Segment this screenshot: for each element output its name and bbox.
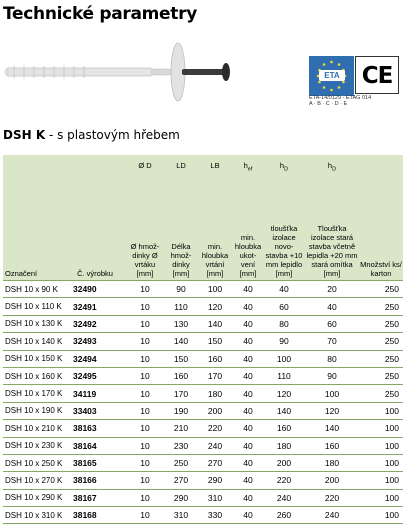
cell-length: 270	[165, 472, 197, 489]
symbol-cell: LD	[165, 155, 197, 183]
cell-length: 160	[165, 367, 197, 384]
cell-insulation-old: 80	[305, 350, 359, 367]
table-row	[3, 367, 403, 384]
cell-code: 38167	[65, 489, 125, 506]
cell-diameter: 10	[125, 333, 165, 350]
col-header-code: Č. výrobku	[65, 183, 125, 281]
cell-length: 190	[165, 402, 197, 419]
cell-code: 32491	[65, 298, 125, 315]
cell-insulation-old: 90	[305, 367, 359, 384]
cell-insulation-old: 60	[305, 315, 359, 332]
table-row	[3, 402, 403, 419]
ce-mark: CE	[355, 56, 399, 94]
cell-code: 32492	[65, 315, 125, 332]
cell-insulation-new: 160	[263, 420, 305, 437]
cell-insulation-old: 160	[305, 437, 359, 454]
cell-drill-depth: 290	[197, 472, 233, 489]
cell-drill-depth: 160	[197, 350, 233, 367]
cell-insulation-new: 260	[263, 507, 305, 524]
symbol-cell: $h_D$	[305, 155, 359, 183]
cell-insulation-old: 180	[305, 454, 359, 471]
cell-insulation-new: 120	[263, 385, 305, 402]
cell-code: 32494	[65, 350, 125, 367]
cell-quantity: 250	[359, 315, 403, 332]
cell-quantity: 250	[359, 350, 403, 367]
cell-diameter: 10	[125, 402, 165, 419]
cell-quantity: 100	[359, 402, 403, 419]
table-row	[3, 333, 403, 350]
cell-diameter: 10	[125, 437, 165, 454]
cell-quantity: 250	[359, 281, 403, 298]
cell-anchor-depth: 40	[233, 454, 263, 471]
cell-name: DSH 10 x 170 K	[3, 385, 65, 402]
cell-drill-depth: 100	[197, 281, 233, 298]
cell-insulation-old: 140	[305, 420, 359, 437]
cell-length: 110	[165, 298, 197, 315]
col-header-quantity: Množství ks/ karton	[359, 183, 403, 281]
cell-quantity: 100	[359, 437, 403, 454]
cell-insulation-new: 60	[263, 298, 305, 315]
cell-code: 38166	[65, 472, 125, 489]
cell-quantity: 100	[359, 454, 403, 471]
cell-code: 34119	[65, 385, 125, 402]
cell-drill-depth: 240	[197, 437, 233, 454]
symbol-cell: LB	[197, 155, 233, 183]
cell-anchor-depth: 40	[233, 489, 263, 506]
cell-name: DSH 10 x 150 K	[3, 350, 65, 367]
cell-code: 32493	[65, 333, 125, 350]
table-row	[3, 385, 403, 402]
cell-anchor-depth: 40	[233, 507, 263, 524]
table-body	[3, 281, 403, 524]
cell-insulation-new: 90	[263, 333, 305, 350]
cell-anchor-depth: 40	[233, 420, 263, 437]
cell-diameter: 10	[125, 315, 165, 332]
cell-drill-depth: 170	[197, 367, 233, 384]
cell-name: DSH 10 x 110 K	[3, 298, 65, 315]
cell-drill-depth: 120	[197, 298, 233, 315]
cell-quantity: 250	[359, 385, 403, 402]
cell-insulation-old: 240	[305, 507, 359, 524]
cell-name: DSH 10 x 130 K	[3, 315, 65, 332]
anchor-product-image	[4, 42, 244, 104]
cell-diameter: 10	[125, 385, 165, 402]
col-header-drill-depth: min. hloubka vrtání [mm]	[197, 183, 233, 281]
cell-insulation-old: 220	[305, 489, 359, 506]
col-header-anchor-depth: min. hloubka ukot-vení [mm]	[233, 183, 263, 281]
eta-number: ETA-14/0129 - ETAG 014	[309, 95, 372, 101]
cell-anchor-depth: 40	[233, 350, 263, 367]
cell-diameter: 10	[125, 472, 165, 489]
cell-diameter: 10	[125, 420, 165, 437]
page-title: Technické parametry	[3, 4, 197, 24]
cell-code: 32495	[65, 367, 125, 384]
cell-length: 90	[165, 281, 197, 298]
cell-quantity: 250	[359, 333, 403, 350]
cell-code: 38165	[65, 454, 125, 471]
label-row	[3, 183, 403, 281]
cell-name: DSH 10 x 290 K	[3, 489, 65, 506]
table-row	[3, 281, 403, 298]
cell-anchor-depth: 40	[233, 367, 263, 384]
cell-drill-depth: 150	[197, 333, 233, 350]
cell-name: DSH 10 x 160 K	[3, 367, 65, 384]
cell-name: DSH 10 x 230 K	[3, 437, 65, 454]
cell-drill-depth: 140	[197, 315, 233, 332]
table-row	[3, 437, 403, 454]
col-header-insulation-new: tloušťka izolace novo-stavba +10 mm lepidlo [mm]	[263, 183, 305, 281]
cell-name: DSH 10 x 310 K	[3, 507, 65, 524]
table-row	[3, 350, 403, 367]
cell-drill-depth: 310	[197, 489, 233, 506]
cell-code: 32490	[65, 281, 125, 298]
cell-name: DSH 10 x 270 K	[3, 472, 65, 489]
cell-length: 210	[165, 420, 197, 437]
eta-logo	[309, 56, 354, 96]
cell-quantity: 100	[359, 472, 403, 489]
cell-code: 38168	[65, 507, 125, 524]
symbol-row	[3, 155, 403, 183]
cell-diameter: 10	[125, 454, 165, 471]
cell-insulation-new: 200	[263, 454, 305, 471]
table-row	[3, 507, 403, 524]
cell-insulation-new: 80	[263, 315, 305, 332]
cell-drill-depth: 220	[197, 420, 233, 437]
symbol-cell	[359, 155, 403, 183]
col-header-diameter: Ø hmož-dinky Ø vrtáku [mm]	[125, 183, 165, 281]
cell-insulation-old: 120	[305, 402, 359, 419]
symbol-cell: Ø D	[125, 155, 165, 183]
cell-length: 290	[165, 489, 197, 506]
cell-code: 38164	[65, 437, 125, 454]
cell-length: 140	[165, 333, 197, 350]
cell-insulation-old: 70	[305, 333, 359, 350]
table-row	[3, 420, 403, 437]
cell-length: 130	[165, 315, 197, 332]
cell-length: 230	[165, 437, 197, 454]
table-row	[3, 472, 403, 489]
cell-diameter: 10	[125, 367, 165, 384]
col-header-insulation-old: Tloušťka izolace stará stavba včetně lepidla +20 mm stará omítka [mm]	[305, 183, 359, 281]
cell-length: 250	[165, 454, 197, 471]
cell-length: 170	[165, 385, 197, 402]
cell-quantity: 250	[359, 367, 403, 384]
table-row	[3, 315, 403, 332]
cell-insulation-new: 40	[263, 281, 305, 298]
cell-diameter: 10	[125, 281, 165, 298]
symbol-cell: $h_{ef}$	[233, 155, 263, 183]
cell-code: 38163	[65, 420, 125, 437]
cell-insulation-old: 20	[305, 281, 359, 298]
cell-anchor-depth: 40	[233, 333, 263, 350]
cell-insulation-new: 180	[263, 437, 305, 454]
cell-quantity: 100	[359, 507, 403, 524]
cell-name: DSH 10 x 250 K	[3, 454, 65, 471]
cell-diameter: 10	[125, 350, 165, 367]
cell-anchor-depth: 40	[233, 315, 263, 332]
symbol-cell: $h_D$	[263, 155, 305, 183]
eta-categories: A · B · C · D · E	[309, 101, 348, 107]
cell-anchor-depth: 40	[233, 437, 263, 454]
cell-quantity: 100	[359, 420, 403, 437]
cell-name: DSH 10 x 190 K	[3, 402, 65, 419]
cell-name: DSH 10 x 140 K	[3, 333, 65, 350]
cell-diameter: 10	[125, 489, 165, 506]
cell-diameter: 10	[125, 298, 165, 315]
cell-length: 310	[165, 507, 197, 524]
cell-anchor-depth: 40	[233, 281, 263, 298]
symbol-cell	[3, 155, 65, 183]
cell-insulation-new: 220	[263, 472, 305, 489]
cell-drill-depth: 330	[197, 507, 233, 524]
cell-diameter: 10	[125, 507, 165, 524]
table-row	[3, 298, 403, 315]
cell-anchor-depth: 40	[233, 472, 263, 489]
table-row	[3, 454, 403, 471]
table-row	[3, 489, 403, 506]
cell-drill-depth: 200	[197, 402, 233, 419]
cell-length: 150	[165, 350, 197, 367]
col-header-length: Délka hmož-dinky [mm]	[165, 183, 197, 281]
cell-insulation-old: 40	[305, 298, 359, 315]
cell-quantity: 100	[359, 489, 403, 506]
cell-drill-depth: 270	[197, 454, 233, 471]
cell-insulation-new: 100	[263, 350, 305, 367]
cell-insulation-new: 240	[263, 489, 305, 506]
cell-anchor-depth: 40	[233, 402, 263, 419]
cell-code: 33403	[65, 402, 125, 419]
product-name: DSH K	[3, 128, 46, 142]
eta-label: ETA	[319, 70, 345, 81]
cell-quantity: 250	[359, 298, 403, 315]
cell-insulation-new: 110	[263, 367, 305, 384]
col-header-name: Označení	[3, 183, 65, 281]
cell-name: DSH 10 x 90 K	[3, 281, 65, 298]
cell-name: DSH 10 x 210 K	[3, 420, 65, 437]
product-subtitle	[3, 128, 180, 142]
cell-drill-depth: 180	[197, 385, 233, 402]
parameters-table	[3, 155, 403, 524]
cell-insulation-new: 140	[263, 402, 305, 419]
cell-insulation-old: 100	[305, 385, 359, 402]
cell-anchor-depth: 40	[233, 385, 263, 402]
symbol-cell	[65, 155, 125, 183]
cell-insulation-old: 200	[305, 472, 359, 489]
cell-anchor-depth: 40	[233, 298, 263, 315]
product-description: - s plastovým hřebem	[45, 128, 180, 142]
certification-logos	[309, 56, 401, 106]
